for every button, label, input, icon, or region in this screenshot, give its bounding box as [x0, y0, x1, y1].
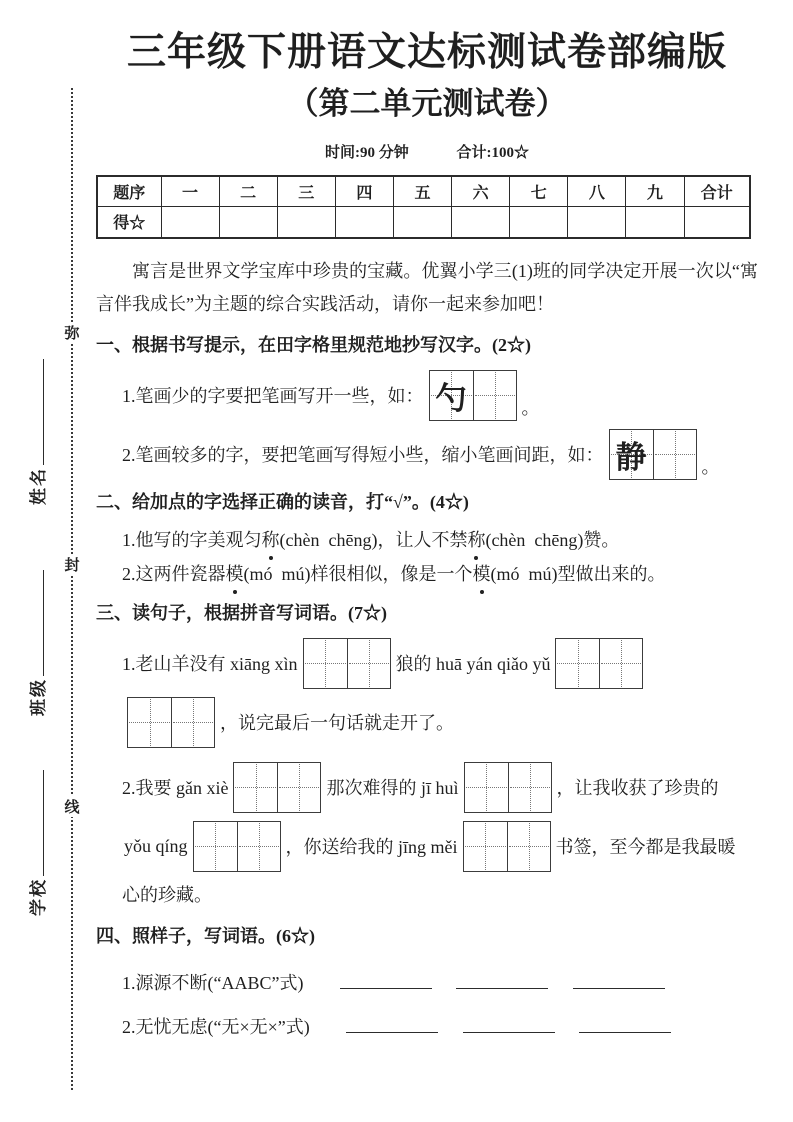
- item-text: 1.笔画少的字要把笔画写开一些，如：: [122, 386, 424, 407]
- tianzige-cell-answer[interactable]: [464, 822, 507, 871]
- item-text: 2.笔画较多的字，要把笔画写得短小些，缩小笔画间距，如：: [122, 445, 604, 466]
- tianzige-cell-answer[interactable]: [508, 763, 551, 812]
- seal-char-feng: 封: [61, 554, 83, 575]
- section-4-item-2: [96, 1013, 758, 1039]
- score-row-label: 得☆: [97, 207, 161, 238]
- header-cell-7: 七: [510, 176, 568, 207]
- pinyin-answer-grid: [464, 762, 552, 813]
- seal-dotted-line: [71, 88, 73, 1090]
- text-segment: 1.他写的字美观匀: [122, 529, 262, 550]
- header-cell-9: 九: [626, 176, 684, 207]
- item-text: ，你送给我的 jīng měi: [285, 837, 458, 858]
- tianzige-cell-answer[interactable]: [556, 639, 599, 688]
- emphasized-char: 称: [262, 523, 280, 557]
- text-segment: (chèn chēng)赞。: [485, 529, 620, 550]
- sample-character: 静: [615, 439, 647, 475]
- score-cell[interactable]: [161, 207, 219, 238]
- pinyin-answer-grid: [193, 821, 281, 872]
- header-cell-8: 八: [568, 176, 626, 207]
- pinyin-answer-grid: [303, 638, 391, 689]
- tianzige-cell-sample: [430, 371, 473, 420]
- header-cell-2: 二: [219, 176, 277, 207]
- text-segment: (mó mú)样很相似，像是一个: [243, 563, 473, 584]
- section-2-item-2: [96, 557, 758, 591]
- score-cell[interactable]: [510, 207, 568, 238]
- answer-blank[interactable]: [579, 1015, 671, 1033]
- answer-blank[interactable]: [456, 971, 548, 989]
- tianzige-cell-answer[interactable]: [507, 822, 550, 871]
- tianzige-cell-answer[interactable]: [473, 371, 516, 420]
- score-cell[interactable]: [393, 207, 451, 238]
- pinyin-answer-grid: [463, 821, 551, 872]
- text-segment: 2.这两件瓷器: [122, 563, 226, 584]
- item-text: 那次难得的 jī huì: [326, 778, 459, 799]
- header-cell-4: 四: [335, 176, 393, 207]
- page-title: 三年级下册语文达标测试卷部编版: [126, 31, 727, 74]
- name-blank[interactable]: [27, 359, 44, 465]
- score-table-score-row: [97, 207, 750, 238]
- answer-blank[interactable]: [463, 1015, 555, 1033]
- intro-paragraph: 寓言是世界文学宝库中珍贵的宝藏。优翼小学三(1)班的同学决定开展一次以“寓言伴我成长”为主题的综合实践活动，请你一起来参加吧！: [96, 260, 758, 314]
- emphasized-char: 称: [467, 523, 485, 557]
- emphasized-char: 模: [226, 557, 244, 591]
- header-cell-6: 六: [452, 176, 510, 207]
- score-cell-total[interactable]: [684, 207, 750, 238]
- tianzige-grid: [609, 429, 697, 480]
- tianzige-cell-answer[interactable]: [277, 763, 320, 812]
- sample-character: 勺: [435, 380, 467, 416]
- score-cell[interactable]: [277, 207, 335, 238]
- section-2-item-1: [96, 523, 758, 557]
- section-3-item-1-line-1: [96, 638, 758, 689]
- name-label: 姓名: [29, 467, 48, 505]
- item-text: 1.老山羊没有 xiāng xìn: [122, 654, 298, 675]
- margin-field-name: [24, 359, 49, 505]
- section-1-item-1: [96, 370, 758, 421]
- seal-char-xian: 线: [61, 796, 83, 817]
- section-3-item-2-line-1: [96, 762, 758, 813]
- item-text: 1.源源不断(“AABC”式): [122, 972, 304, 993]
- header-cell-3: 三: [277, 176, 335, 207]
- tianzige-cell-answer[interactable]: [599, 639, 642, 688]
- tianzige-cell-answer[interactable]: [171, 698, 214, 747]
- school-blank[interactable]: [27, 770, 44, 876]
- tianzige-cell-answer[interactable]: [194, 822, 237, 871]
- pinyin-answer-grid: [127, 697, 215, 748]
- tianzige-cell-answer[interactable]: [237, 822, 280, 871]
- tianzige-cell-answer[interactable]: [465, 763, 508, 812]
- answer-blank[interactable]: [340, 971, 432, 989]
- section-3-heading: 三、读句子，根据拼音写词语。(7☆): [96, 603, 387, 624]
- score-table-header-row: [97, 176, 750, 207]
- tianzige-grid: [429, 370, 517, 421]
- test-paper: [96, 28, 758, 1039]
- class-label: 班级: [29, 678, 48, 716]
- header-cell-tixu: 题序: [97, 176, 161, 207]
- tianzige-cell-sample: [610, 430, 653, 479]
- emphasized-char: 模: [473, 557, 491, 591]
- total-score-info: 合计:100☆: [456, 144, 529, 161]
- time-info: 时间:90 分钟: [325, 144, 409, 161]
- school-label: 学校: [29, 878, 48, 916]
- item-text: ，说完最后一句话就走开了。: [220, 713, 454, 734]
- item-text: ，让我收获了珍贵的: [556, 778, 719, 799]
- section-1-item-2: [96, 429, 758, 480]
- period: 。: [701, 456, 720, 477]
- section-4-item-1: [96, 969, 758, 995]
- item-text: 狼的 huā yán qiǎo yǔ: [395, 654, 551, 675]
- pinyin-answer-grid: [555, 638, 643, 689]
- score-cell[interactable]: [452, 207, 510, 238]
- text-segment: (mó mú)型做出来的。: [490, 563, 666, 584]
- score-cell[interactable]: [219, 207, 277, 238]
- tianzige-cell-answer[interactable]: [128, 698, 171, 747]
- item-text: yǒu qíng: [124, 835, 188, 856]
- seal-char-mi: 弥: [61, 322, 83, 343]
- answer-blank[interactable]: [573, 971, 665, 989]
- meta-line: [96, 141, 758, 162]
- tianzige-cell-answer[interactable]: [234, 763, 277, 812]
- section-3-item-2-line-2: [96, 821, 758, 872]
- item-text: 2.我要 gǎn xiè: [122, 778, 229, 799]
- page-subtitle: （第二单元测试卷）: [287, 85, 567, 121]
- class-blank[interactable]: [27, 570, 44, 676]
- section-4-heading: 四、照样子，写词语。(6☆): [96, 926, 315, 947]
- section-3-item-2-line-3: 心的珍藏。: [122, 884, 212, 905]
- tianzige-cell-answer[interactable]: [304, 639, 347, 688]
- period: 。: [521, 397, 540, 418]
- pinyin-answer-grid: [233, 762, 321, 813]
- section-2-heading: 二、给加点的字选择正确的读音，打“√”。(4☆): [96, 491, 469, 512]
- section-1-heading: 一、根据书写提示，在田字格里规范地抄写汉字。(2☆): [96, 335, 531, 356]
- score-table: [96, 175, 751, 239]
- header-cell-total: 合计: [684, 176, 750, 207]
- tianzige-cell-answer[interactable]: [347, 639, 390, 688]
- text-segment: (chèn chēng)，让人不禁: [279, 529, 468, 550]
- margin-field-school: [24, 770, 49, 916]
- score-cell[interactable]: [335, 207, 393, 238]
- header-cell-1: 一: [161, 176, 219, 207]
- tianzige-cell-answer[interactable]: [653, 430, 696, 479]
- header-cell-5: 五: [393, 176, 451, 207]
- section-3-item-1-line-2: [96, 697, 758, 748]
- margin-field-class: [24, 570, 49, 716]
- score-cell[interactable]: [626, 207, 684, 238]
- item-text: 2.无忧无虑(“无×无×”式): [122, 1016, 310, 1037]
- score-cell[interactable]: [568, 207, 626, 238]
- answer-blank[interactable]: [346, 1015, 438, 1033]
- item-text: 书签，至今都是我最暖: [555, 837, 736, 858]
